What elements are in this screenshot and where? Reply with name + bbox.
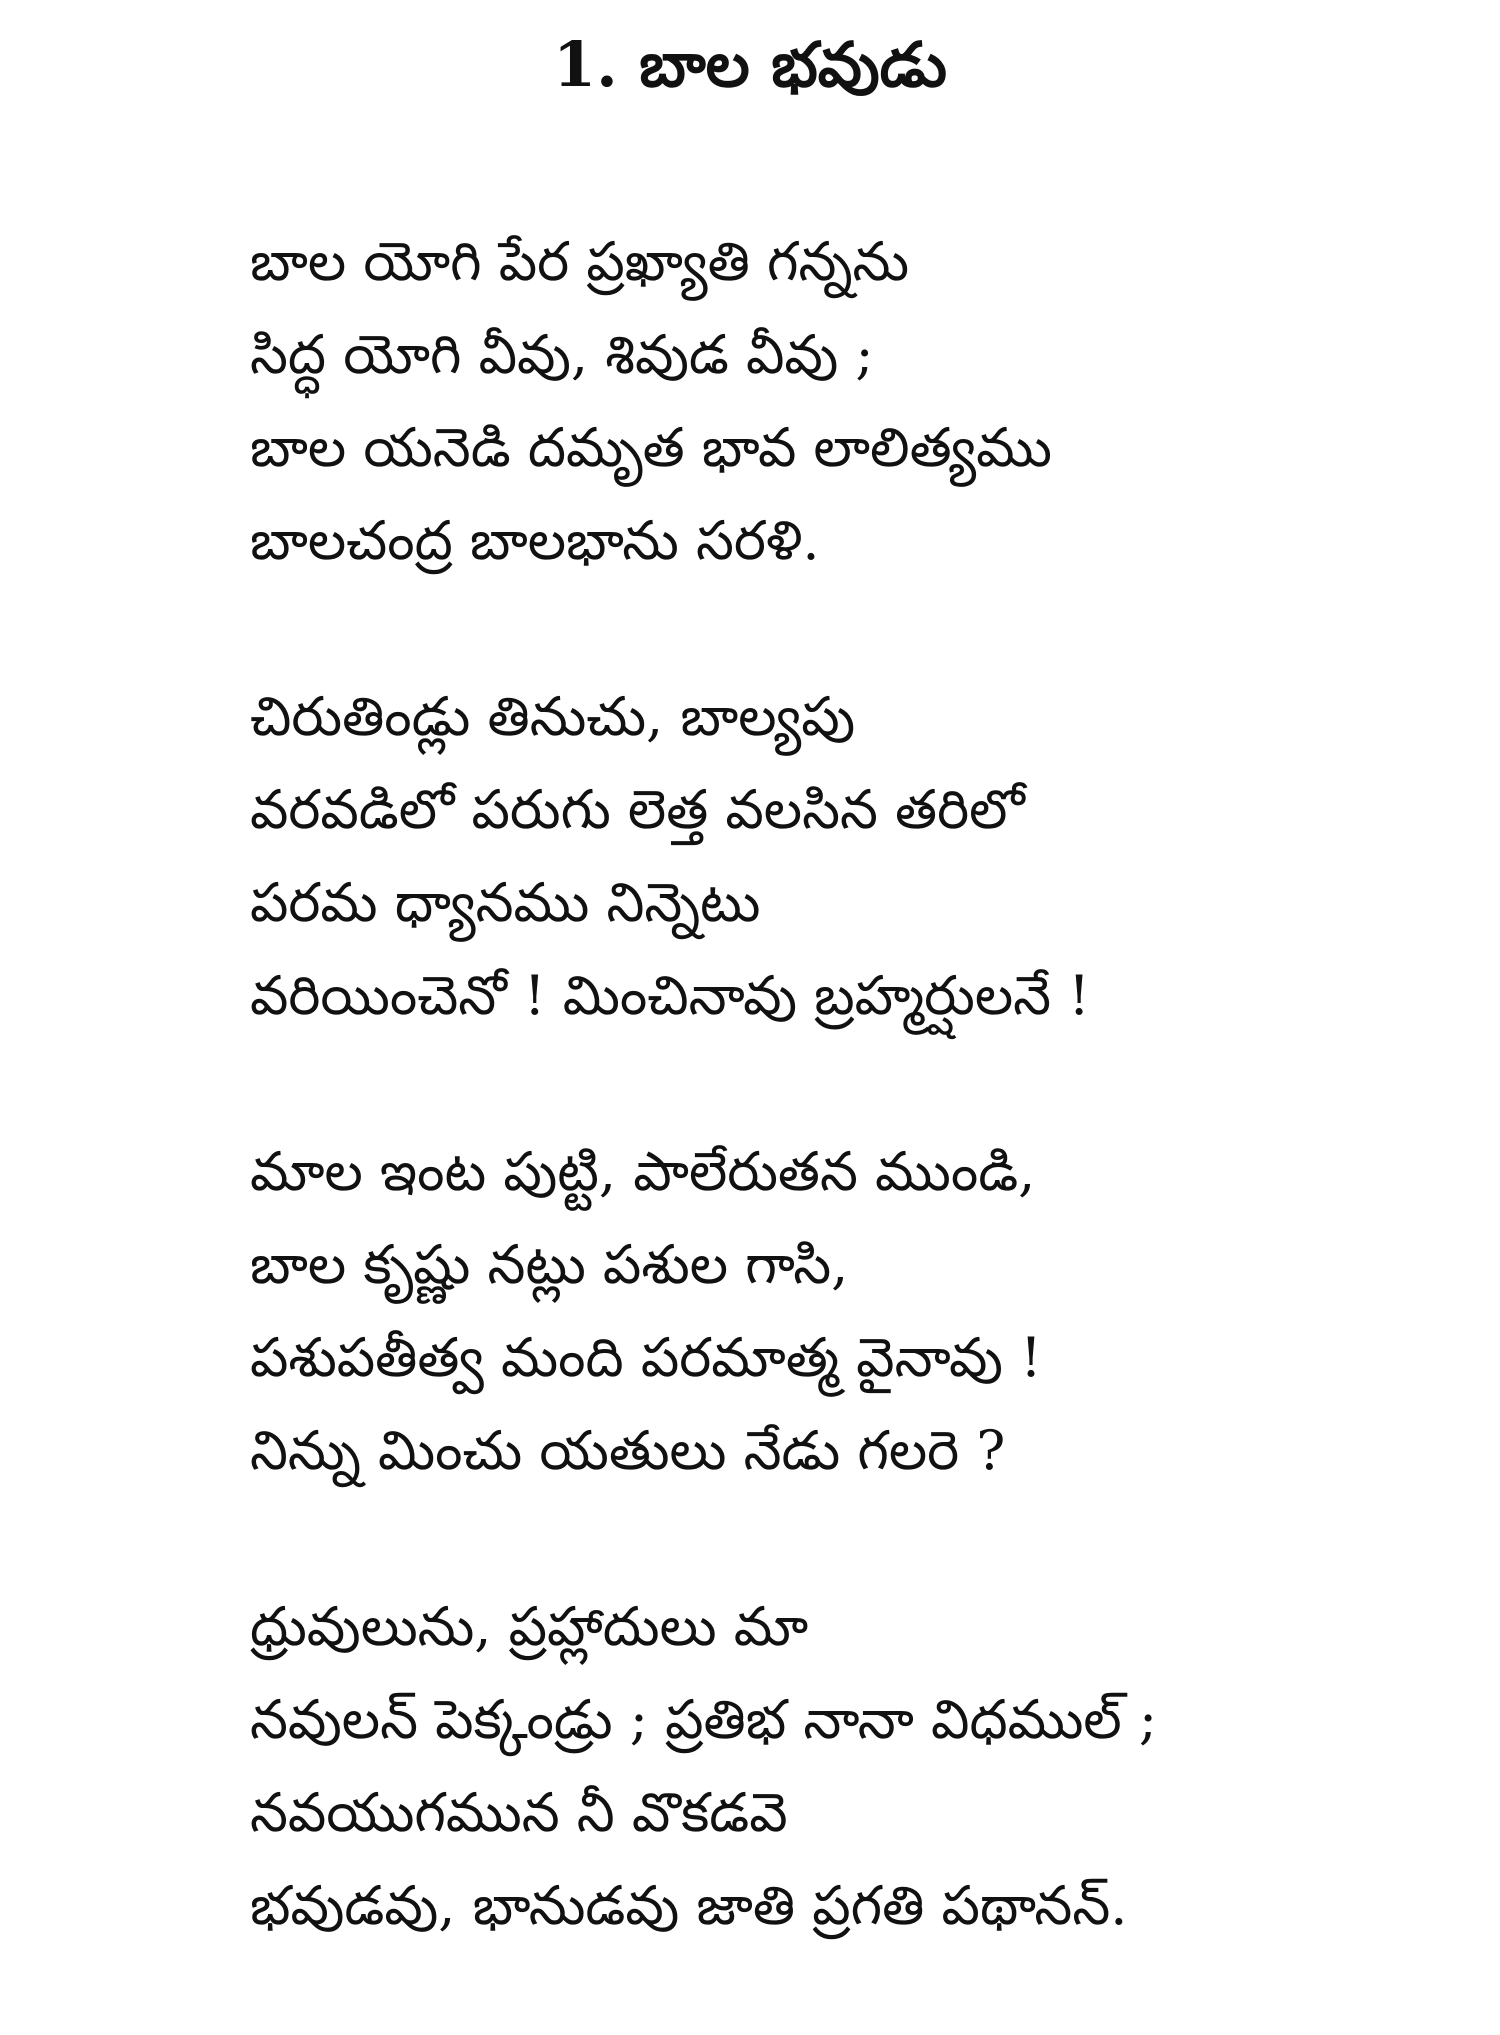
poem-line: చిరుతిండ్లు తినుచు, బాల్యపు	[250, 685, 856, 748]
poem-title: 1. బాల భవుడు	[552, 28, 948, 101]
poem-line: బాల యోగి పేర ప్రఖ్యాతి గన్నను	[250, 230, 910, 293]
poem-line: మాల ఇంట పుట్టి, పాలేరుతన ముండి,	[250, 1140, 1036, 1203]
poem-line: వరవడిలో పరుగు లెత్త వలసిన తరిలో	[250, 778, 1025, 841]
poem-line: వరియించెనో ! మించినావు బ్రహ్మర్షులనే !	[250, 964, 1090, 1027]
poem-line: నిన్ను మించు యతులు నేడు గలరె ?	[250, 1419, 1006, 1482]
poem-line: భవుడవు, భానుడవు జాతి ప్రగతి పథానన్.	[250, 1874, 1128, 1937]
stanza-1	[250, 215, 1430, 587]
poem-line: సిద్ధ యోగి వీవు, శివుడ వీవు ;	[250, 323, 874, 386]
stanza-3	[250, 1125, 1430, 1497]
poem-line: బాల యనెడి దమృత భావ లాలిత్యము	[250, 416, 1052, 479]
stanza-2	[250, 670, 1430, 1042]
poem-line: బాలచంద్ర బాలభాను సరళి.	[250, 509, 820, 572]
poem-line: పరమ ధ్యానము నిన్నెటు	[250, 871, 761, 934]
poem-line: ధ్రువులును, ప్రహ్లాదులు మా	[250, 1595, 809, 1658]
poem-body	[250, 215, 1430, 2035]
poem-line: నవులన్ పెక్కండ్రు ; ప్రతిభ నానా విధముల్ ;	[250, 1688, 1158, 1751]
poem-line: బాల కృష్ణు నట్లు పశుల గాసి,	[250, 1233, 849, 1296]
poem-line: పశుపతీత్వ మంది పరమాత్మ వైనావు !	[250, 1326, 1042, 1389]
poem-line: నవయుగమున నీ వొకడవె	[250, 1781, 788, 1844]
stanza-4	[250, 1580, 1430, 1952]
